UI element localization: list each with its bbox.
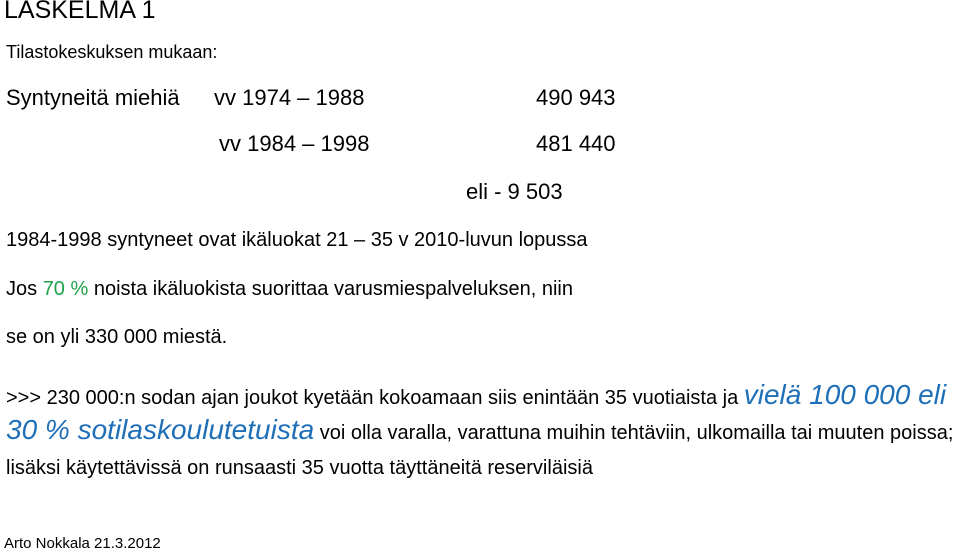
percentage-highlight: 70 % — [42, 278, 89, 300]
subtitle: Tilastokeskuksen mukaan: — [6, 42, 218, 62]
births-period-2: vv 1984 – 1998 — [219, 131, 370, 156]
line5-after: noista ikäluokista suorittaa varusmiespalveluksen, niin — [88, 278, 573, 300]
service-percentage-line — [6, 279, 573, 299]
conclusion-paragraph — [6, 381, 958, 486]
births-difference: eli - 9 503 — [466, 179, 563, 204]
paragraph-emphasis: vielä 100 000 eli 30 % sotilaskoulutetuista — [6, 379, 947, 445]
paragraph-part-2: voi olla varalla, varattuna muihin tehtäviin, ulkomailla tai muuten poissa; lisäksi käytettävissä on runsaasti 35 vuotta täyttäneitä reserviläisiä — [6, 422, 954, 479]
paragraph-part-1: >>> 230 000:n sodan ajan joukot kyetään kokoamaan siis enintään 35 vuotiaista ja — [6, 387, 744, 409]
births-label: Syntyneitä miehiä — [6, 85, 180, 110]
author-signature: Arto Nokkala 21.3.2012 — [4, 535, 161, 552]
births-period-1: vv 1974 – 1988 — [214, 85, 365, 110]
line5-before: Jos — [6, 278, 43, 300]
births-value-1: 490 943 — [536, 85, 616, 110]
age-cohort-line: 1984-1998 syntyneet ovat ikäluokat 21 – 35 v 2010-luvun lopussa — [6, 229, 588, 251]
births-value-2: 481 440 — [536, 131, 616, 156]
total-men-line: se on yli 330 000 miestä. — [6, 326, 228, 348]
page-title: LASKELMA 1 — [4, 0, 156, 24]
